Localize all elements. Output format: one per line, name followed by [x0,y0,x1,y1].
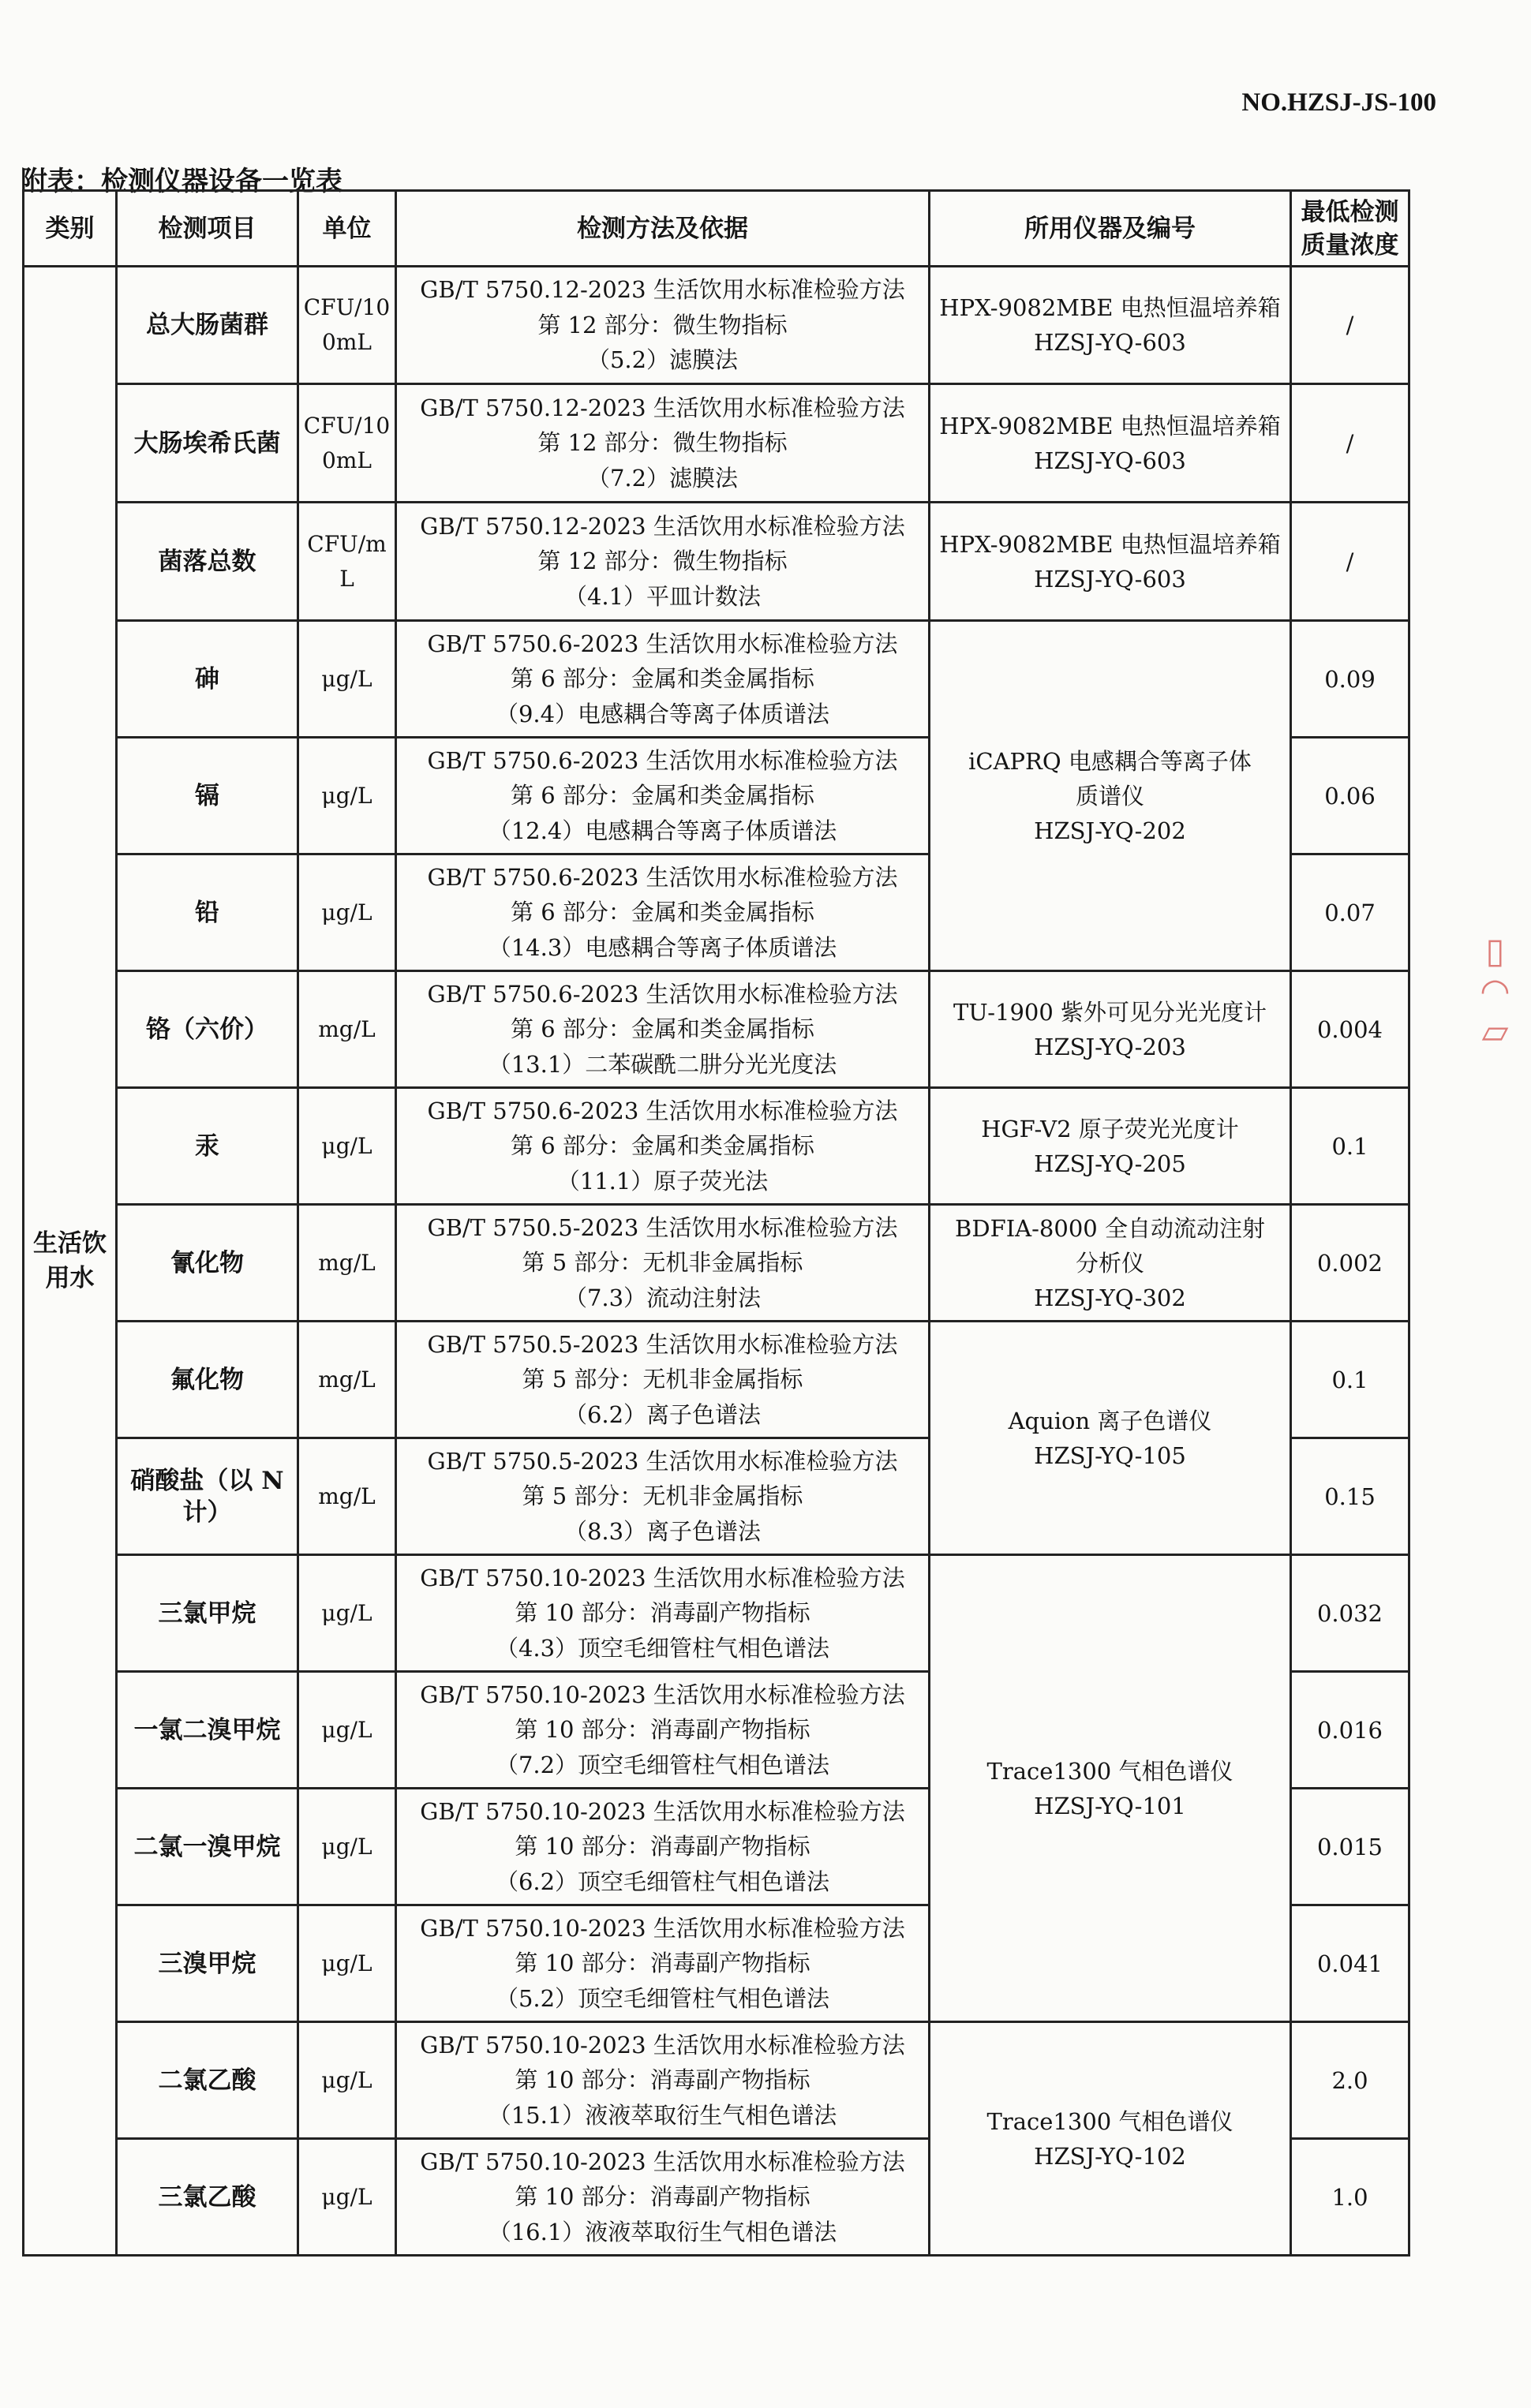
text-line: GB/T 5750.12-2023 生活饮用水标准检验方法 [420,394,905,421]
method-cell [396,2022,930,2139]
text-line: GB/T 5750.12-2023 生活饮用水标准检验方法 [420,276,905,304]
text-line: Trace1300 气相色谱仪 [986,2107,1233,2135]
item-cell: 铬（六价） [117,971,298,1088]
text-line: HZSJ-YQ-203 [1034,1033,1186,1060]
method-cell [396,1789,930,1905]
text-line: 第 6 部分：金属和类金属指标 [511,1015,814,1043]
text-line: 第 10 部分：消毒副产物指标 [515,1833,810,1860]
method-cell [396,1322,930,1438]
unit-cell: μg/L [298,2022,396,2139]
text-line: iCAPRQ 电感耦合等离子体 [968,747,1252,775]
table-row [24,621,1409,738]
text-line: GB/T 5750.5-2023 生活饮用水标准检验方法 [427,1330,898,1358]
item-cell: 铅 [117,854,298,971]
table-row [24,1322,1409,1438]
text-line: GB/T 5750.6-2023 生活饮用水标准检验方法 [427,746,898,774]
text-line: TU-1900 紫外可见分光光度计 [953,998,1267,1026]
text-line: （7.2）顶空毛细管柱气相色谱法 [495,1751,830,1778]
instrument-cell [930,1322,1291,1555]
unit-cell: mg/L [298,1205,396,1322]
item-cell: 氟化物 [117,1322,298,1438]
limit-cell: / [1291,267,1409,384]
text-line: HZSJ-YQ-603 [1034,447,1186,474]
text-line: HZSJ-YQ-102 [1034,2142,1186,2170]
unit-cell: μg/L [298,1672,396,1789]
text-line: （15.1）液液萃取衍生气相色谱法 [488,2101,837,2129]
table-row [24,1205,1409,1322]
table-row [24,1088,1409,1205]
item-cell: 大肠埃希氏菌 [117,384,298,503]
text-line: GB/T 5750.6-2023 生活饮用水标准检验方法 [427,863,898,891]
unit-cell: μg/L [298,1789,396,1905]
method-cell [396,1905,930,2022]
instrument-cell [930,621,1291,971]
item-cell: 硝酸盐（以 N 计） [117,1438,298,1555]
text-line: （8.3）离子色谱法 [563,1517,762,1545]
header-method: 检测方法及依据 [396,191,930,267]
text-line: 第 5 部分：无机非金属指标 [522,1483,803,1510]
limit-cell: 0.004 [1291,971,1409,1088]
unit-cell: μg/L [298,1905,396,2022]
table-row [24,267,1409,384]
text-line: （4.1）平皿计数法 [563,582,762,610]
text-line: HZSJ-YQ-603 [1034,329,1186,356]
unit-cell: CFU/100mL [298,384,396,503]
limit-cell: 2.0 [1291,2022,1409,2139]
document-number: NO.HZSJ-JS-100 [1241,88,1436,117]
text-line: HZSJ-YQ-105 [1034,1441,1186,1469]
item-cell: 镉 [117,738,298,854]
category-cell: 生活饮用水 [24,267,117,2256]
item-cell: 二氯一溴甲烷 [117,1789,298,1905]
method-cell [396,971,930,1088]
text-line: 第 12 部分：微生物指标 [537,548,788,575]
limit-cell: 0.002 [1291,1205,1409,1322]
text-line: 第 5 部分：无机非金属指标 [522,1366,803,1393]
limit-cell: 0.15 [1291,1438,1409,1555]
item-cell: 三溴甲烷 [117,1905,298,2022]
text-line: 分析仪 [1075,1249,1144,1277]
unit-cell: μg/L [298,854,396,971]
text-line: GB/T 5750.10-2023 生活饮用水标准检验方法 [420,1681,905,1708]
text-line: （11.1）原子荧光法 [556,1167,769,1195]
text-line: HZSJ-YQ-302 [1034,1284,1186,1311]
method-cell [396,2139,930,2256]
text-line: HZSJ-YQ-101 [1034,1792,1186,1819]
text-line: GB/T 5750.6-2023 生活饮用水标准检验方法 [427,980,898,1008]
limit-cell: 0.1 [1291,1322,1409,1438]
item-cell: 总大肠菌群 [117,267,298,384]
text-line: （5.2）滤膜法 [586,346,739,374]
text-line: 第 6 部分：金属和类金属指标 [511,782,814,810]
method-cell [396,1555,930,1672]
item-cell: 氰化物 [117,1205,298,1322]
instrument-cell [930,2022,1291,2256]
method-cell [396,621,930,738]
header-category: 类别 [24,191,117,267]
instrument-cell [930,384,1291,503]
text-line: HZSJ-YQ-603 [1034,565,1186,593]
text-line: 第 6 部分：金属和类金属指标 [511,665,814,693]
text-line: HPX-9082MBE 电热恒温培养箱 [939,294,1281,321]
unit-cell: μg/L [298,2139,396,2256]
limit-cell: 0.032 [1291,1555,1409,1672]
table-row [24,971,1409,1088]
limit-cell: 0.07 [1291,854,1409,971]
text-line: HPX-9082MBE 电热恒温培养箱 [939,530,1281,558]
item-cell: 三氯乙酸 [117,2139,298,2256]
unit-cell: CFU/mL [298,503,396,621]
limit-cell: / [1291,384,1409,503]
text-line: GB/T 5750.12-2023 生活饮用水标准检验方法 [420,512,905,540]
text-line: （7.3）流动注射法 [563,1284,762,1311]
unit-cell: μg/L [298,1088,396,1205]
limit-cell: 0.041 [1291,1905,1409,2022]
unit-cell: mg/L [298,1438,396,1555]
limit-cell: 0.1 [1291,1088,1409,1205]
method-cell [396,503,930,621]
text-line: （13.1）二苯碳酰二肼分光光度法 [488,1050,837,1078]
seal-stamp-edge: ▯◠▱ [1475,931,1515,1052]
unit-cell: mg/L [298,971,396,1088]
method-cell [396,384,930,503]
text-line: GB/T 5750.6-2023 生活饮用水标准检验方法 [427,630,898,657]
header-row [24,191,1409,267]
text-line: BDFIA-8000 全自动流动注射 [955,1214,1265,1242]
text-line: （6.2）顶空毛细管柱气相色谱法 [495,1868,830,1895]
method-cell [396,1672,930,1789]
unit-cell: μg/L [298,738,396,854]
method-cell [396,1205,930,1322]
text-line: 第 10 部分：消毒副产物指标 [515,1716,810,1744]
instrument-cell [930,267,1291,384]
item-cell: 二氯乙酸 [117,2022,298,2139]
text-line: （9.4）电感耦合等离子体质谱法 [495,700,830,727]
text-line: （16.1）液液萃取衍生气相色谱法 [488,2218,837,2245]
text-line: （7.2）滤膜法 [586,464,739,492]
table-row [24,503,1409,621]
text-line: （6.2）离子色谱法 [563,1400,762,1428]
item-cell: 一氯二溴甲烷 [117,1672,298,1789]
unit-cell: μg/L [298,1555,396,1672]
text-line: 第 12 部分：微生物指标 [537,311,788,338]
instrument-cell [930,1555,1291,2022]
limit-cell: 0.09 [1291,621,1409,738]
text-line: HZSJ-YQ-205 [1034,1150,1186,1177]
table-row [24,2022,1409,2139]
method-cell [396,267,930,384]
text-line: （4.3）顶空毛细管柱气相色谱法 [495,1634,830,1662]
text-line: 第 10 部分：消毒副产物指标 [515,1950,810,1977]
text-line: 第 6 部分：金属和类金属指标 [511,899,814,926]
text-line: GB/T 5750.10-2023 生活饮用水标准检验方法 [420,1914,905,1942]
unit-cell: mg/L [298,1322,396,1438]
text-line: HZSJ-YQ-202 [1034,817,1186,844]
method-cell [396,1438,930,1555]
header-limit: 最低检测质量浓度 [1291,191,1409,267]
limit-cell: 0.06 [1291,738,1409,854]
text-line: GB/T 5750.5-2023 生活饮用水标准检验方法 [427,1447,898,1475]
header-unit: 单位 [298,191,396,267]
instrument-cell [930,1205,1291,1322]
method-cell [396,738,930,854]
text-line: GB/T 5750.10-2023 生活饮用水标准检验方法 [420,1564,905,1591]
text-line: 第 12 部分：微生物指标 [537,429,788,457]
limit-cell: 1.0 [1291,2139,1409,2256]
instrument-cell [930,1088,1291,1205]
item-cell: 三氯甲烷 [117,1555,298,1672]
text-line: 第 5 部分：无机非金属指标 [522,1249,803,1277]
instrument-cell [930,503,1291,621]
limit-cell: 0.015 [1291,1789,1409,1905]
table-caption: 附表：检测仪器设备一览表 [21,166,343,197]
item-cell: 汞 [117,1088,298,1205]
item-cell: 菌落总数 [117,503,298,621]
text-line: GB/T 5750.5-2023 生活饮用水标准检验方法 [427,1213,898,1241]
method-cell [396,1088,930,1205]
text-line: （14.3）电感耦合等离子体质谱法 [488,933,837,961]
text-line: GB/T 5750.10-2023 生活饮用水标准检验方法 [420,2148,905,2175]
text-line: 第 10 部分：消毒副产物指标 [515,2066,810,2094]
text-line: HPX-9082MBE 电热恒温培养箱 [939,412,1281,439]
text-line: GB/T 5750.10-2023 生活饮用水标准检验方法 [420,1797,905,1825]
text-line: HGF-V2 原子荧光光度计 [981,1115,1239,1142]
text-line: 第 10 部分：消毒副产物指标 [515,2183,810,2211]
table-row [24,384,1409,503]
text-line: Trace1300 气相色谱仪 [986,1757,1233,1785]
header-item: 检测项目 [117,191,298,267]
text-line: （12.4）电感耦合等离子体质谱法 [488,817,837,844]
text-line: 质谱仪 [1075,782,1144,810]
text-line: 第 6 部分：金属和类金属指标 [511,1132,814,1160]
text-line: 第 10 部分：消毒副产物指标 [515,1599,810,1627]
text-line: GB/T 5750.6-2023 生活饮用水标准检验方法 [427,1097,898,1124]
unit-cell: CFU/100mL [298,267,396,384]
text-line: GB/T 5750.10-2023 生活饮用水标准检验方法 [420,2031,905,2058]
method-cell [396,854,930,971]
table-row [24,1555,1409,1672]
text-line: （5.2）顶空毛细管柱气相色谱法 [495,1984,830,2012]
item-cell: 砷 [117,621,298,738]
instrument-table [22,189,1410,2257]
text-line: Aquion 离子色谱仪 [1008,1407,1212,1434]
header-instrument: 所用仪器及编号 [930,191,1291,267]
instrument-cell [930,971,1291,1088]
unit-cell: μg/L [298,621,396,738]
limit-cell: 0.016 [1291,1672,1409,1789]
limit-cell: / [1291,503,1409,621]
